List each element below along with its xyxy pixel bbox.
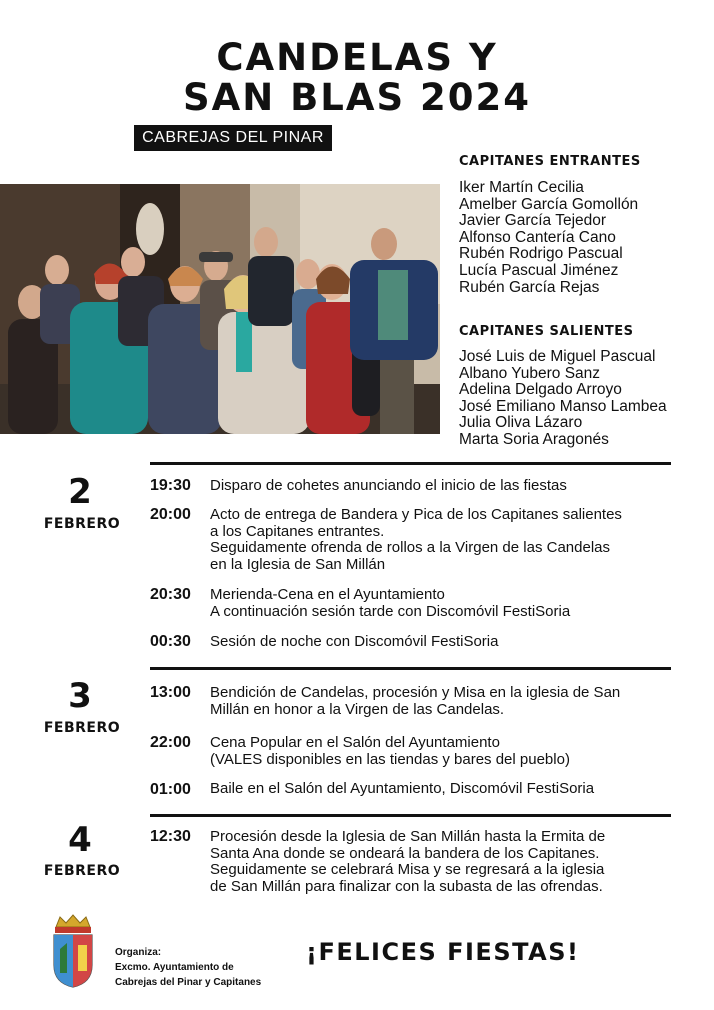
event-time: 20:30: [150, 586, 191, 603]
group-photo: [0, 184, 440, 434]
event-description: [210, 829, 672, 895]
event-line: (VALES disponibles en las tiendas y bares del pueblo): [210, 750, 570, 768]
event-line: Cena Popular en el Salón del Ayuntamiento: [210, 734, 500, 751]
list-item: José Luis de Miguel Pascual: [459, 348, 656, 365]
day-month: FEBRERO: [43, 720, 121, 736]
day-number: 2: [68, 472, 92, 512]
event-time: 01:00: [150, 781, 191, 798]
event-description: [210, 478, 672, 495]
event-line: Sesión de noche con Discomóvil FestiSoria: [210, 633, 499, 650]
location-label: CABREJAS DEL PINAR: [134, 125, 332, 151]
event-line: de San Millán para finalizar con la subasta de las ofrendas.: [210, 877, 603, 895]
event-line: Santa Ana donde se ondeará la bandera de los Capitanes.: [210, 844, 600, 862]
capitanes-salientes-list: [459, 349, 667, 449]
event-line: Millán en honor a la Virgen de las Candelas.: [210, 700, 505, 718]
organiza-label: Organiza:: [115, 947, 162, 958]
list-item: Alfonso Cantería Cano: [459, 228, 616, 246]
event-time: 13:00: [150, 684, 191, 701]
event-description: [210, 634, 672, 651]
event-line: Baile en el Salón del Ayuntamiento, Discomóvil FestiSoria: [210, 780, 595, 797]
list-item: José Emiliano Manso Lambea: [459, 397, 667, 415]
day-month: FEBRERO: [43, 863, 121, 879]
event-line: en la Iglesia de San Millán: [210, 555, 386, 573]
section-divider: [150, 814, 671, 817]
section-divider: [150, 667, 671, 670]
event-line: Seguidamente ofrenda de rollos a la Virgen de las Candelas: [210, 539, 610, 556]
event-line: a los Capitanes entrantes.: [210, 522, 385, 540]
event-time: 00:30: [150, 633, 191, 650]
list-item: Iker Martín Cecilia: [459, 179, 584, 196]
day-number: 4: [68, 820, 92, 860]
capitanes-entrantes-list: [459, 180, 638, 296]
event-line: Disparo de cohetes anunciando el inicio de las fiestas: [210, 477, 567, 494]
event-description: [210, 507, 672, 573]
section-divider: [150, 462, 671, 465]
coat-of-arms-icon: [50, 913, 96, 989]
event-description: [210, 735, 672, 768]
list-item: Amelber García Gomollón: [459, 195, 639, 213]
event-line: A continuación sesión tarde con Discomóvil FestiSoria: [210, 602, 571, 620]
event-line: Seguidamente se celebrará Misa y se regresará a la iglesia: [210, 861, 605, 878]
organizer-line: Cabrejas del Pinar y Capitanes: [115, 977, 262, 988]
list-item: Lucía Pascual Jiménez: [459, 261, 619, 279]
event-time: 12:30: [150, 828, 191, 845]
greeting: ¡FELICES FIESTAS!: [306, 938, 580, 966]
list-item: Julia Oliva Lázaro: [459, 414, 583, 432]
event-time: 20:00: [150, 506, 191, 523]
title-line-2: SAN BLAS 2024: [182, 76, 532, 119]
organizer-line: Excmo. Ayuntamiento de: [115, 962, 234, 973]
event-time: 22:00: [150, 734, 191, 751]
list-item: Rubén García Rejas: [459, 278, 600, 296]
event-description: [210, 685, 672, 718]
day-month: FEBRERO: [43, 516, 121, 532]
list-item: Adelina Delgado Arroyo: [459, 381, 622, 399]
capitanes-entrantes-heading: CAPITANES ENTRANTES: [459, 154, 641, 169]
event-line: Acto de entrega de Bandera y Pica de los Capitanes salientes: [210, 506, 622, 523]
list-item: Albano Yubero Sanz: [459, 364, 601, 382]
organizer-block: [115, 945, 261, 990]
event-line: Merienda-Cena en el Ayuntamiento: [210, 586, 445, 603]
event-description: [210, 587, 672, 620]
event-line: Procesión desde la Iglesia de San Millán hasta la Ermita de: [210, 828, 606, 845]
event-description: [210, 781, 672, 798]
event-time: 19:30: [150, 477, 191, 494]
list-item: Marta Soria Aragonés: [459, 430, 609, 448]
event-line: Bendición de Candelas, procesión y Misa en la iglesia de San: [210, 684, 621, 701]
title-line-1: CANDELAS Y: [216, 36, 498, 79]
day-number: 3: [68, 676, 92, 716]
list-item: Javier García Tejedor: [459, 212, 607, 230]
capitanes-salientes-heading: CAPITANES SALIENTES: [459, 324, 634, 339]
list-item: Rubén Rodrigo Pascual: [459, 245, 623, 263]
poster-title: [0, 38, 714, 118]
